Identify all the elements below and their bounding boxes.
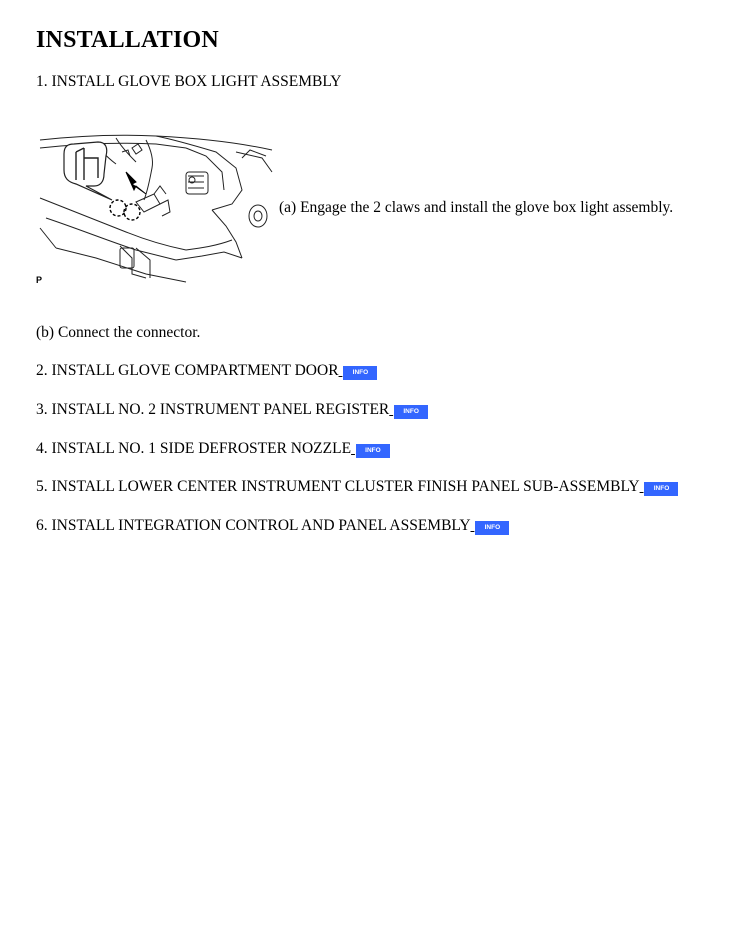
link-underline xyxy=(389,401,393,418)
substep-b-instruction: (b) Connect the connector. xyxy=(36,324,201,341)
link-underline xyxy=(351,440,355,457)
link-underline xyxy=(471,517,475,534)
step-2-label: 2. INSTALL GLOVE COMPARTMENT DOOR xyxy=(36,362,339,379)
step-3-label: 3. INSTALL NO. 2 INSTRUMENT PANEL REGISTER xyxy=(36,401,390,418)
link-underline xyxy=(339,362,343,379)
step-5-label: 5. INSTALL LOWER CENTER INSTRUMENT CLUSTER FINISH PANEL SUB-ASSEMBLY xyxy=(36,478,640,495)
step-5-heading xyxy=(36,477,678,497)
step-1-label: 1. INSTALL GLOVE BOX LIGHT ASSEMBLY xyxy=(36,73,342,90)
step-2-info-button[interactable]: INFO xyxy=(343,366,377,380)
link-underline xyxy=(640,478,644,495)
step-5-info-button[interactable]: INFO xyxy=(644,482,678,496)
page-title: INSTALLATION xyxy=(36,27,219,53)
step-4-info-button[interactable]: INFO xyxy=(356,444,390,458)
step-3-info-button[interactable]: INFO xyxy=(394,405,428,419)
step-6-heading xyxy=(36,516,509,536)
figure-code: P xyxy=(36,275,43,285)
step-4-label: 4. INSTALL NO. 1 SIDE DEFROSTER NOZZLE xyxy=(36,440,352,457)
step-2-heading xyxy=(36,361,377,381)
step-6-info-button[interactable]: INFO xyxy=(475,521,509,535)
step-1-heading xyxy=(36,72,341,92)
step-3-heading xyxy=(36,400,428,420)
glove-box-light-illustration xyxy=(36,128,276,288)
substep-a-instruction: (a) Engage the 2 claws and install the glove box light assembly. xyxy=(279,199,674,216)
step-4-heading xyxy=(36,439,390,459)
step-6-label: 6. INSTALL INTEGRATION CONTROL AND PANEL ASSEMBLY xyxy=(36,517,471,534)
